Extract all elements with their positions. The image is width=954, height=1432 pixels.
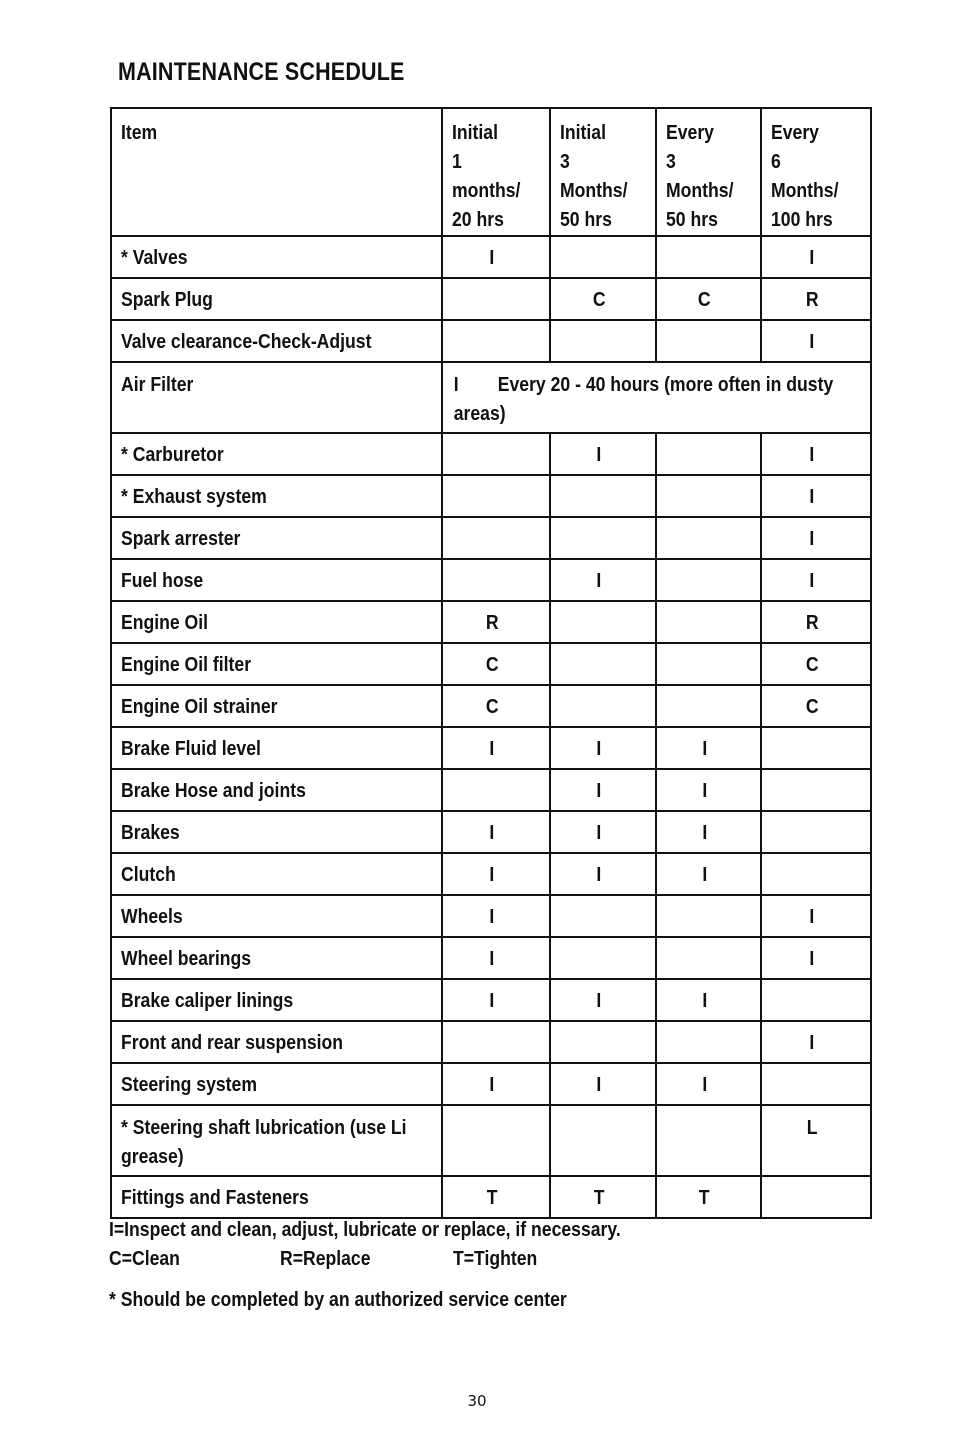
schedule-mark-col4: I (761, 433, 871, 475)
schedule-mark-col4 (761, 979, 871, 1021)
row-item-label: Spark arrester (111, 517, 442, 559)
schedule-mark-col3 (656, 236, 761, 278)
page-title: MAINTENANCE SCHEDULE (118, 58, 405, 86)
table-row (111, 727, 871, 769)
row-item-label: Air Filter (111, 362, 442, 433)
schedule-mark-col3: I (656, 853, 761, 895)
legend-tighten: T=Tighten (453, 1248, 538, 1270)
schedule-mark-col1: I (442, 1063, 550, 1105)
schedule-mark-col4: I (761, 236, 871, 278)
table-row (111, 517, 871, 559)
schedule-mark-col4: C (761, 685, 871, 727)
table-row (111, 937, 871, 979)
schedule-mark-col4: I (761, 517, 871, 559)
schedule-mark-col1 (442, 769, 550, 811)
schedule-mark-col3 (656, 433, 761, 475)
schedule-mark-col2 (550, 895, 656, 937)
schedule-mark-col1: I (442, 811, 550, 853)
schedule-mark-col2 (550, 937, 656, 979)
table-row (111, 278, 871, 320)
row-item-label: Wheels (111, 895, 442, 937)
schedule-mark-col4: I (761, 895, 871, 937)
schedule-mark-col1: T (442, 1176, 550, 1218)
schedule-mark-col2: I (550, 559, 656, 601)
schedule-mark-col2 (550, 685, 656, 727)
schedule-mark-col3 (656, 937, 761, 979)
table-row (111, 1176, 871, 1218)
table-row (111, 1021, 871, 1063)
row-item-label: Steering system (111, 1063, 442, 1105)
table-row (111, 362, 871, 433)
schedule-mark-col4: L (761, 1105, 871, 1176)
schedule-mark-col3: I (656, 979, 761, 1021)
schedule-mark-col2: I (550, 727, 656, 769)
table-row (111, 979, 871, 1021)
schedule-mark-col4: R (761, 278, 871, 320)
schedule-mark-col1: I (442, 979, 550, 1021)
legend-clean: C=Clean (109, 1248, 180, 1270)
row-item-label: Engine Oil filter (111, 643, 442, 685)
schedule-mark-col3 (656, 320, 761, 362)
schedule-mark-col4: C (761, 643, 871, 685)
schedule-mark-col1: I (442, 853, 550, 895)
schedule-mark-col4 (761, 853, 871, 895)
schedule-mark-col1: I (442, 895, 550, 937)
air-filter-interval: I Every 20 - 40 hours (more often in dusty areas) (442, 362, 871, 433)
header-every-6-months: Every 6 Months/ 100 hrs (761, 108, 871, 236)
schedule-mark-col1: C (442, 685, 550, 727)
table-row (111, 475, 871, 517)
schedule-mark-col4: I (761, 1021, 871, 1063)
table-row (111, 811, 871, 853)
schedule-mark-col1 (442, 320, 550, 362)
row-item-label: Clutch (111, 853, 442, 895)
schedule-mark-col2 (550, 601, 656, 643)
row-item-label: Spark Plug (111, 278, 442, 320)
table-row (111, 643, 871, 685)
header-initial-3-months: Initial 3 Months/ 50 hrs (550, 108, 656, 236)
schedule-mark-col4 (761, 727, 871, 769)
schedule-mark-col4 (761, 811, 871, 853)
schedule-mark-col3: T (656, 1176, 761, 1218)
schedule-mark-col1: I (442, 727, 550, 769)
schedule-mark-col3: I (656, 811, 761, 853)
row-item-label: * Valves (111, 236, 442, 278)
header-item: Item (111, 108, 442, 236)
schedule-mark-col3 (656, 1105, 761, 1176)
schedule-mark-col3 (656, 559, 761, 601)
table-row (111, 1105, 871, 1176)
table-row (111, 685, 871, 727)
schedule-mark-col2: T (550, 1176, 656, 1218)
schedule-mark-col4: I (761, 320, 871, 362)
schedule-mark-col4: I (761, 559, 871, 601)
row-item-label: Engine Oil strainer (111, 685, 442, 727)
schedule-mark-col2: I (550, 1063, 656, 1105)
schedule-mark-col3 (656, 643, 761, 685)
header-initial-1-month: Initial 1 months/ 20 hrs (442, 108, 550, 236)
legend-replace: R=Replace (280, 1248, 371, 1270)
schedule-mark-col3 (656, 685, 761, 727)
row-item-label: Brake Fluid level (111, 727, 442, 769)
legend-inspect: I=Inspect and clean, adjust, lubricate or replace, if necessary. (109, 1219, 621, 1241)
schedule-mark-col3 (656, 895, 761, 937)
schedule-mark-col1 (442, 517, 550, 559)
row-item-label: Engine Oil (111, 601, 442, 643)
schedule-mark-col1 (442, 433, 550, 475)
schedule-mark-col1 (442, 1021, 550, 1063)
schedule-mark-col2 (550, 643, 656, 685)
schedule-mark-col3 (656, 475, 761, 517)
schedule-mark-col3: I (656, 727, 761, 769)
table-row (111, 853, 871, 895)
schedule-mark-col2 (550, 475, 656, 517)
page-number: 30 (467, 1392, 487, 1410)
footnote: * Should be completed by an authorized service center (109, 1289, 567, 1311)
row-item-label: Fuel hose (111, 559, 442, 601)
schedule-mark-col2: I (550, 769, 656, 811)
table-row (111, 320, 871, 362)
row-item-label: Brake caliper linings (111, 979, 442, 1021)
schedule-mark-col2 (550, 517, 656, 559)
schedule-mark-col3 (656, 601, 761, 643)
schedule-mark-col2 (550, 320, 656, 362)
row-item-label: * Steering shaft lubrication (use Li grease) (111, 1105, 442, 1176)
schedule-mark-col2: I (550, 433, 656, 475)
schedule-mark-col1 (442, 559, 550, 601)
schedule-mark-col4: R (761, 601, 871, 643)
table-row (111, 895, 871, 937)
row-item-label: * Carburetor (111, 433, 442, 475)
schedule-mark-col2: I (550, 853, 656, 895)
schedule-mark-col1 (442, 278, 550, 320)
row-item-label: Brake Hose and joints (111, 769, 442, 811)
schedule-mark-col3 (656, 1021, 761, 1063)
schedule-mark-col4 (761, 1176, 871, 1218)
schedule-mark-col1: C (442, 643, 550, 685)
schedule-mark-col1: R (442, 601, 550, 643)
row-item-label: Wheel bearings (111, 937, 442, 979)
header-every-3-months: Every 3 Months/ 50 hrs (656, 108, 761, 236)
row-item-label: Brakes (111, 811, 442, 853)
table-row (111, 769, 871, 811)
schedule-mark-col2 (550, 236, 656, 278)
schedule-mark-col3: I (656, 769, 761, 811)
schedule-mark-col2 (550, 1021, 656, 1063)
schedule-mark-col4 (761, 769, 871, 811)
table-header-row (111, 108, 871, 236)
table-row (111, 433, 871, 475)
table-row (111, 1063, 871, 1105)
schedule-mark-col1: I (442, 937, 550, 979)
schedule-mark-col2: I (550, 979, 656, 1021)
schedule-mark-col4 (761, 1063, 871, 1105)
schedule-mark-col2 (550, 1105, 656, 1176)
schedule-mark-col3: I (656, 1063, 761, 1105)
table-row (111, 236, 871, 278)
table-row (111, 559, 871, 601)
row-item-label: Fittings and Fasteners (111, 1176, 442, 1218)
schedule-mark-col2: C (550, 278, 656, 320)
schedule-mark-col2: I (550, 811, 656, 853)
row-item-label: * Exhaust system (111, 475, 442, 517)
schedule-mark-col1 (442, 475, 550, 517)
schedule-mark-col3 (656, 517, 761, 559)
row-item-label: Valve clearance-Check-Adjust (111, 320, 442, 362)
schedule-mark-col1: I (442, 236, 550, 278)
row-item-label: Front and rear suspension (111, 1021, 442, 1063)
table-row (111, 601, 871, 643)
maintenance-table (110, 107, 872, 1219)
schedule-mark-col3: C (656, 278, 761, 320)
schedule-mark-col4: I (761, 475, 871, 517)
schedule-mark-col1 (442, 1105, 550, 1176)
schedule-mark-col4: I (761, 937, 871, 979)
